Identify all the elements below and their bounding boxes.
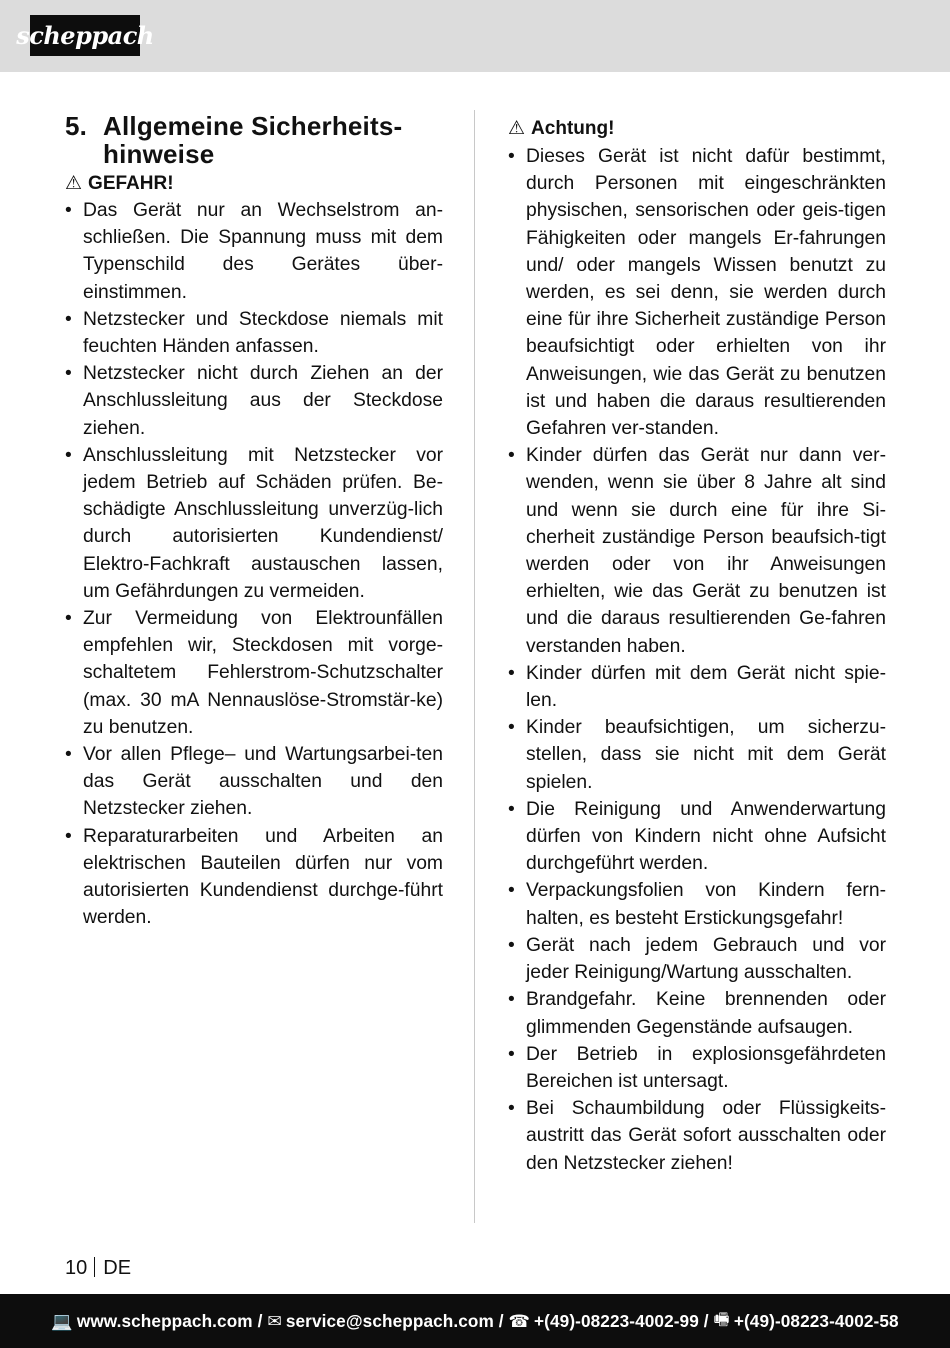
list-item: • Reparaturarbeiten und Arbeiten an elektrischen Bauteilen dürfen nur vom autorisierten Kundendienst durchge-führt werden. — [65, 823, 443, 932]
list-item: • Netzstecker und Steckdose niemals mit feuchten Händen anfassen. — [65, 306, 443, 360]
caution-warning — [508, 117, 614, 141]
left-bullet-list — [65, 197, 443, 931]
section-heading: Allgemeine Sicherheits- hinweise — [103, 111, 403, 169]
page-separator — [94, 1257, 95, 1277]
list-item: • Kinder dürfen mit dem Gerät nicht spie-len. — [508, 660, 886, 714]
list-item: • Der Betrieb in explosionsgefährdeten Bereichen ist untersagt. — [508, 1041, 886, 1095]
warning-triangle-icon: ⚠ — [508, 118, 526, 139]
list-item: • Das Gerät nur an Wechselstrom an-schließen. Die Spannung muss mit dem Typenschild des Gerätes über-einstimmen. — [65, 197, 443, 306]
warning-triangle-icon: ⚠ — [65, 173, 83, 194]
footer-separator: / — [698, 1310, 714, 1331]
list-item: • Kinder dürfen das Gerät nur dann ver-wenden, wenn sie über 8 Jahre alt sind und wenn sie durch eine für ihre Si-cherheit zuständige Person beaufsich-tigt werden oder von ihr Anweisungen erhielten, wie das Gerät zu benutzen ist und die daraus resultierenden Ge-fahren verstanden haben. — [508, 442, 886, 660]
footer-fax: +(49)-08223-4002-58 — [733, 1310, 899, 1331]
computer-icon: 💻 — [51, 1310, 73, 1331]
danger-label: GEFAHR! — [88, 173, 174, 194]
danger-warning — [65, 172, 174, 196]
list-item: • Vor allen Pflege– und Wartungsarbei-ten das Gerät ausschalten und den Netzstecker ziehen. — [65, 741, 443, 823]
list-item: • Anschlussleitung mit Netzstecker vor jedem Betrieb auf Schäden prüfen. Be-schädigte Anschlussleitung unverzüg-lich durch autorisierten Kundendienst/ Elektro-Fachkraft austauschen lassen, um Gefährdungen zu vermeiden. — [65, 442, 443, 605]
section-number: 5. — [65, 111, 88, 141]
list-item: • Bei Schaumbildung oder Flüssigkeits-austritt das Gerät sofort ausschalten oder den Netzstecker ziehen! — [508, 1095, 886, 1177]
footer-website[interactable]: www.scheppach.com — [76, 1310, 253, 1331]
list-item: • Netzstecker nicht durch Ziehen an der Anschlussleitung aus der Steckdose ziehen. — [65, 360, 443, 442]
column-divider — [474, 110, 475, 1223]
footer-separator: / — [493, 1310, 509, 1331]
footer-separator: / — [252, 1310, 268, 1331]
list-item: • Zur Vermeidung von Elektrounfällen empfehlen wir, Steckdosen mit vorge-schaltetem Fehlerstrom-Schutzschalter (max. 30 mA Nennauslöse-Stromstär-ke) zu benutzen. — [65, 605, 443, 741]
list-item: • Verpackungsfolien von Kindern fern-halten, es besteht Erstickungsgefahr! — [508, 877, 886, 931]
fax-icon: 🖷 — [713, 1308, 730, 1329]
page-number-value: 10 — [65, 1257, 88, 1279]
footer-email[interactable]: service@scheppach.com — [285, 1310, 494, 1331]
phone-icon: ☎ — [508, 1310, 531, 1331]
list-item: • Kinder beaufsichtigen, um sicherzu-stellen, dass sie nicht mit dem Gerät spielen. — [508, 714, 886, 796]
footer-bar — [0, 1294, 950, 1348]
caution-label: Achtung! — [531, 118, 615, 139]
list-item: • Die Reinigung und Anwenderwartung dürfen von Kindern nicht ohne Aufsicht durchgeführt werden. — [508, 796, 886, 878]
scheppach-logo: scheppach — [30, 15, 140, 56]
right-bullet-list — [508, 143, 886, 1177]
list-item: • Dieses Gerät ist nicht dafür bestimmt, durch Personen mit eingeschränkten physischen, sensorischen oder geis-tigen Fähigkeiten oder mangels Er-fahrungen und/ oder mangels Wissen benutzt zu werden, es sei denn, sie werden durch eine für ihre Sicherheit zuständige Person beaufsichtigt oder erhielten von ihr Anweisungen, wie das Gerät zu benutzen ist und haben die daraus resultierenden Gefahren ver-standen. — [508, 143, 886, 442]
header-bar — [0, 0, 950, 72]
page-number — [65, 1256, 131, 1280]
footer-phone: +(49)-08223-4002-99 — [534, 1310, 699, 1331]
page-language: DE — [103, 1257, 132, 1279]
list-item: • Gerät nach jedem Gebrauch und vor jeder Reinigung/Wartung ausschalten. — [508, 932, 886, 986]
mail-icon: ✉ — [267, 1310, 282, 1331]
list-item: • Brandgefahr. Keine brennenden oder glimmenden Gegenstände aufsaugen. — [508, 986, 886, 1040]
